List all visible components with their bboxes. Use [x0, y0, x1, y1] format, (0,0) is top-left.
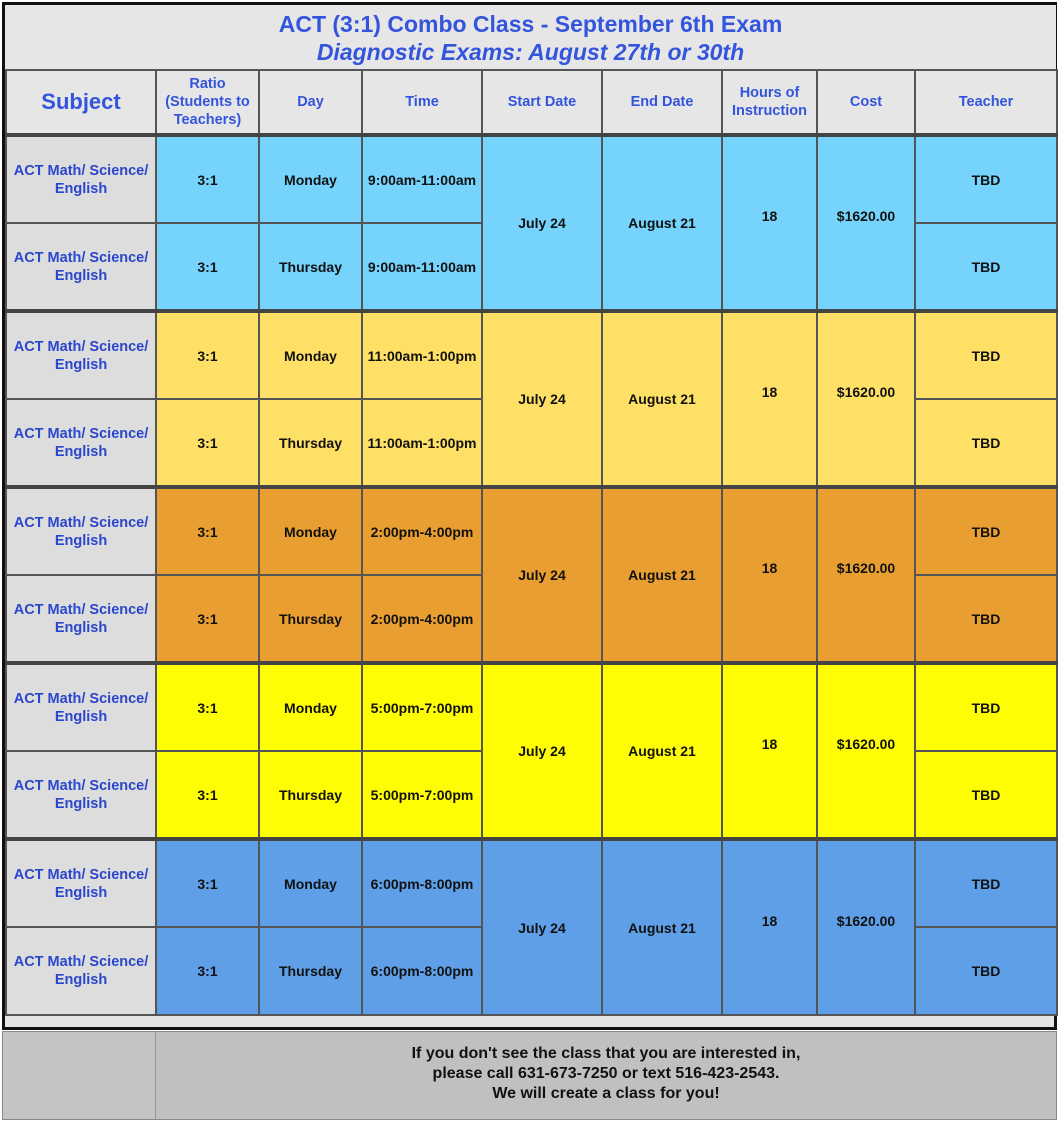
cost-cell: $1620.00: [817, 839, 915, 1015]
header-start-date: Start Date: [482, 70, 602, 135]
ratio-cell: 3:1: [156, 663, 259, 751]
subject-cell: ACT Math/ Science/ English: [6, 839, 156, 927]
teacher-cell: TBD: [915, 223, 1057, 311]
footer-note: [2, 1031, 1057, 1120]
start-date-cell: July 24: [482, 135, 602, 311]
teacher-cell: TBD: [915, 311, 1057, 399]
teacher-cell: TBD: [915, 927, 1057, 1015]
teacher-cell: TBD: [915, 751, 1057, 839]
footer-text: [156, 1044, 1056, 1104]
start-date-cell: July 24: [482, 839, 602, 1015]
footer-line-3: We will create a class for you!: [492, 1085, 720, 1102]
teacher-cell: TBD: [915, 135, 1057, 223]
ratio-cell: 3:1: [156, 575, 259, 663]
header-row: [6, 70, 1057, 135]
hours-cell: 18: [722, 487, 817, 663]
cost-cell: $1620.00: [817, 311, 915, 487]
header-subject: Subject: [6, 70, 156, 135]
time-cell: 5:00pm-7:00pm: [362, 751, 482, 839]
time-cell: 5:00pm-7:00pm: [362, 663, 482, 751]
table-row: [6, 663, 1057, 751]
header-cost: Cost: [817, 70, 915, 135]
ratio-cell: 3:1: [156, 399, 259, 487]
teacher-cell: TBD: [915, 839, 1057, 927]
day-cell: Monday: [259, 135, 362, 223]
time-cell: 11:00am-1:00pm: [362, 311, 482, 399]
table-row: [6, 311, 1057, 399]
table-row: [6, 487, 1057, 575]
subject-cell: ACT Math/ Science/ English: [6, 663, 156, 751]
subject-cell: ACT Math/ Science/ English: [6, 927, 156, 1015]
ratio-cell: 3:1: [156, 927, 259, 1015]
teacher-cell: TBD: [915, 487, 1057, 575]
day-cell: Thursday: [259, 575, 362, 663]
end-date-cell: August 21: [602, 311, 722, 487]
end-date-cell: August 21: [602, 135, 722, 311]
cost-cell: $1620.00: [817, 487, 915, 663]
cost-cell: $1620.00: [817, 663, 915, 839]
subject-cell: ACT Math/ Science/ English: [6, 751, 156, 839]
header-teacher: Teacher: [915, 70, 1057, 135]
header-end-date: End Date: [602, 70, 722, 135]
header-hours: Hours of Instruction: [722, 70, 817, 135]
hours-cell: 18: [722, 311, 817, 487]
end-date-cell: August 21: [602, 663, 722, 839]
footer-spacer: [3, 1032, 156, 1119]
subject-cell: ACT Math/ Science/ English: [6, 399, 156, 487]
ratio-cell: 3:1: [156, 487, 259, 575]
day-cell: Monday: [259, 663, 362, 751]
ratio-cell: 3:1: [156, 135, 259, 223]
subject-cell: ACT Math/ Science/ English: [6, 487, 156, 575]
title-subtitle: Diagnostic Exams: August 27th or 30th: [316, 39, 745, 65]
day-cell: Thursday: [259, 223, 362, 311]
cost-cell: $1620.00: [817, 135, 915, 311]
page-title: [5, 5, 1056, 71]
header-day: Day: [259, 70, 362, 135]
footer-line-1: If you don't see the class that you are interested in,: [411, 1045, 801, 1062]
start-date-cell: July 24: [482, 663, 602, 839]
subject-cell: ACT Math/ Science/ English: [6, 311, 156, 399]
ratio-cell: 3:1: [156, 751, 259, 839]
subject-cell: ACT Math/ Science/ English: [6, 223, 156, 311]
end-date-cell: August 21: [602, 487, 722, 663]
footer-line-2: please call 631-673-7250 or text 516-423-2543.: [432, 1065, 780, 1082]
time-cell: 6:00pm-8:00pm: [362, 927, 482, 1015]
time-cell: 2:00pm-4:00pm: [362, 575, 482, 663]
header-time: Time: [362, 70, 482, 135]
subject-cell: ACT Math/ Science/ English: [6, 575, 156, 663]
time-cell: 2:00pm-4:00pm: [362, 487, 482, 575]
day-cell: Thursday: [259, 751, 362, 839]
day-cell: Monday: [259, 487, 362, 575]
header-ratio: Ratio (Students to Teachers): [156, 70, 259, 135]
ratio-cell: 3:1: [156, 223, 259, 311]
teacher-cell: TBD: [915, 663, 1057, 751]
time-cell: 9:00am-11:00am: [362, 135, 482, 223]
ratio-cell: 3:1: [156, 311, 259, 399]
day-cell: Monday: [259, 839, 362, 927]
title-main: ACT (3:1) Combo Class - September 6th Exam: [278, 11, 783, 37]
subject-cell: ACT Math/ Science/ English: [6, 135, 156, 223]
time-cell: 9:00am-11:00am: [362, 223, 482, 311]
table-row: [6, 135, 1057, 223]
day-cell: Thursday: [259, 927, 362, 1015]
hours-cell: 18: [722, 839, 817, 1015]
time-cell: 11:00am-1:00pm: [362, 399, 482, 487]
day-cell: Thursday: [259, 399, 362, 487]
end-date-cell: August 21: [602, 839, 722, 1015]
hours-cell: 18: [722, 135, 817, 311]
time-cell: 6:00pm-8:00pm: [362, 839, 482, 927]
hours-cell: 18: [722, 663, 817, 839]
day-cell: Monday: [259, 311, 362, 399]
start-date-cell: July 24: [482, 311, 602, 487]
start-date-cell: July 24: [482, 487, 602, 663]
schedule-table: [5, 69, 1058, 1016]
ratio-cell: 3:1: [156, 839, 259, 927]
teacher-cell: TBD: [915, 575, 1057, 663]
teacher-cell: TBD: [915, 399, 1057, 487]
table-row: [6, 839, 1057, 927]
